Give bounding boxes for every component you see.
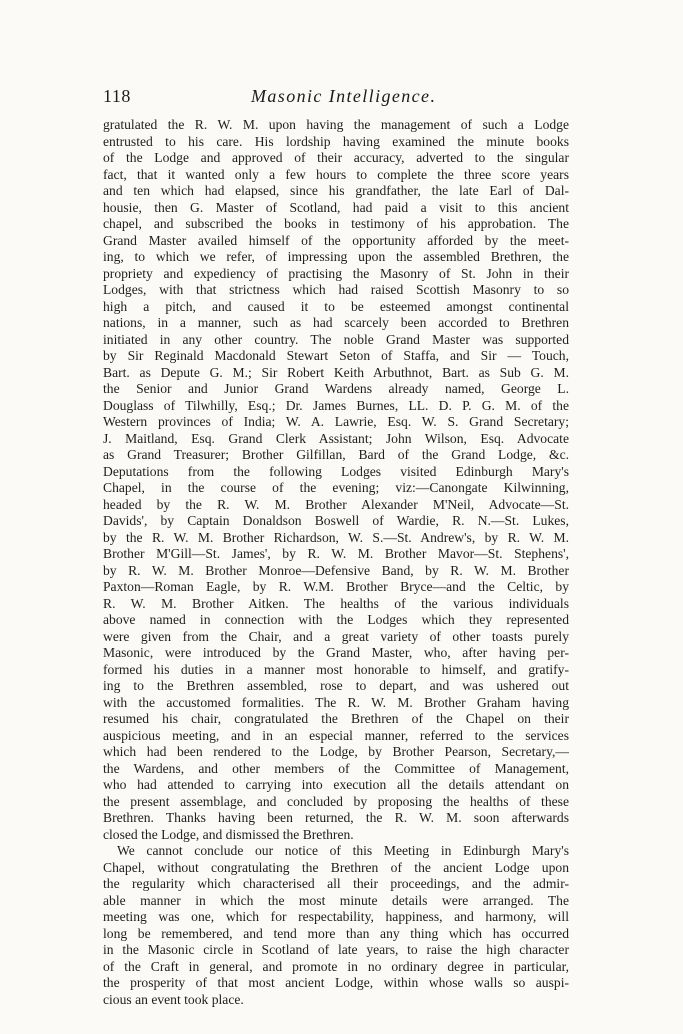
text-line: Paxton—Roman Eagle, by R. W.M. Brother Bryce—and the Celtic, by	[103, 579, 569, 594]
text-line: Douglass of Tilwhilly, Esq.; Dr. James Burnes, LL. D. P. G. M. of the	[103, 397, 569, 413]
text-line: initiated in any other country. The noble Grand Master was supported	[103, 331, 569, 347]
text-line: the present assemblage, and concluded by proposing the healths of these	[103, 793, 569, 809]
text-line: the Senior and Junior Grand Wardens already named, George L.	[103, 381, 569, 396]
text-line: able manner in which the most minute details were arranged. The	[103, 892, 569, 908]
paragraph	[103, 843, 569, 1008]
text-line: closed the Lodge, and dismissed the Brethren.	[103, 826, 354, 842]
text-line: Davids', by Captain Donaldson Boswell of Wardie, R. N.—St. Lukes,	[103, 513, 569, 528]
text-line: were given from the Chair, and a great variety of other toasts purely	[103, 628, 569, 644]
text-line: meeting was one, which for respectability, happiness, and harmony, will	[103, 909, 569, 924]
text-line: chapel, and subscribed the books in testimony of his approbation. The	[103, 216, 569, 231]
text-line: of the Lodge and approved of their accuracy, adverted to the singular	[103, 150, 569, 165]
text-line: Brother M'Gill—St. James', by R. W. M. Brother Mavor—St. Stephens',	[103, 546, 569, 561]
text-line: as Grand Treasurer; Brother Gilfillan, Bard of the Grand Lodge, &c.	[103, 447, 569, 462]
text-line: ing, to which we refer, of impressing upon the assembled Brethren, the	[103, 249, 569, 264]
text-line: R. W. M. Brother Aitken. The healths of the various individuals	[103, 595, 569, 611]
text-line: Western provinces of India; W. A. Lawrie, Esq. W. S. Grand Secretary;	[103, 414, 569, 429]
text-line: by R. W. M. Brother Monroe—Defensive Band, by R. W. M. Brother	[103, 562, 569, 578]
text-line: the regularity which characterised all their proceedings, and the admir-	[103, 876, 569, 891]
text-line: and ten which had elapsed, since his grandfather, the late Earl of Dal-	[103, 183, 569, 198]
text-line: entrusted to his care. His lordship having examined the minute books	[103, 133, 569, 149]
text-line: Grand Master availed himself of the opportunity afforded by the meet-	[103, 232, 569, 248]
text-line: resumed his chair, congratulated the Brethren of the Chapel on their	[103, 711, 569, 726]
text-line: the prosperity of that most ancient Lodge, within whose walls so auspi-	[103, 975, 569, 990]
text-line: high a pitch, and caused it to be esteemed amongst continental	[103, 298, 569, 314]
text-line: We cannot conclude our notice of this Meeting in Edinburgh Mary's	[117, 843, 569, 858]
text-line: Deputations from the following Lodges visited Edinburgh Mary's	[103, 463, 569, 479]
text-line: headed by the R. W. M. Brother Alexander M'Neil, Advocate—St.	[103, 496, 569, 512]
page-number: 118	[103, 86, 131, 106]
text-line: auspicious meeting, and in an especial manner, referred to the services	[103, 727, 569, 743]
paragraph	[103, 117, 569, 843]
text-line: by Sir Reginald Macdonald Stewart Seton of Staffa, and Sir — Touch,	[103, 348, 569, 363]
text-line: propriety and expediency of practising the Masonry of St. John in their	[103, 265, 569, 281]
text-line: nations, in a manner, such as had scarcely been accorded to Brethren	[103, 315, 569, 330]
text-line: Masonic, were introduced by the Grand Master, who, after having per-	[103, 645, 569, 660]
text-line: of the Craft in general, and promote in no ordinary degree in particular,	[103, 958, 569, 974]
text-line: the Wardens, and other members of the Committee of Management,	[103, 760, 569, 776]
text-line: Chapel, in the course of the evening; viz:—Canongate Kilwinning,	[103, 480, 569, 495]
text-line: cious an event took place.	[103, 991, 244, 1007]
text-line: Bart. as Depute G. M.; Sir Robert Keith Arbuthnot, Bart. as Sub G. M.	[103, 364, 569, 380]
text-line: long be remembered, and tend more than any thing which has occurred	[103, 925, 569, 941]
text-line: with the accustomed formalities. The R. W. M. Brother Graham having	[103, 694, 569, 710]
text-line: which had been rendered to the Lodge, by Brother Pearson, Secretary,—	[103, 744, 569, 759]
text-line: above named in connection with the Lodges which they represented	[103, 612, 569, 627]
text-line: fact, that it wanted only a few hours to complete the three score years	[103, 166, 569, 182]
text-line: by the R. W. M. Brother Richardson, W. S.—St. Andrew's, by R. W. M.	[103, 529, 569, 545]
text-line: who had attended to carrying into execution all the details attendant on	[103, 777, 569, 792]
running-head	[103, 86, 573, 110]
running-title: Masonic Intelligence.	[251, 86, 437, 106]
body-text	[103, 117, 569, 1008]
text-line: gratulated the R. W. M. upon having the management of such a Lodge	[103, 117, 569, 132]
text-line: Chapel, without congratulating the Brethren of the ancient Lodge upon	[103, 859, 569, 875]
text-line: ing to the Brethren assembled, rose to depart, and was ushered out	[103, 678, 569, 693]
text-line: Brethren. Thanks having been returned, the R. W. M. soon afterwards	[103, 810, 569, 825]
text-line: in the Masonic circle in Scotland of late years, to raise the high character	[103, 942, 569, 957]
text-line: formed his duties in a manner most honorable to himself, and gratify-	[103, 661, 569, 677]
text-line: Lodges, with that strictness which had raised Scottish Masonry to so	[103, 282, 569, 297]
text-line: J. Maitland, Esq. Grand Clerk Assistant; John Wilson, Esq. Advocate	[103, 430, 569, 446]
text-line: housie, then G. Master of Scotland, had paid a visit to this ancient	[103, 199, 569, 215]
